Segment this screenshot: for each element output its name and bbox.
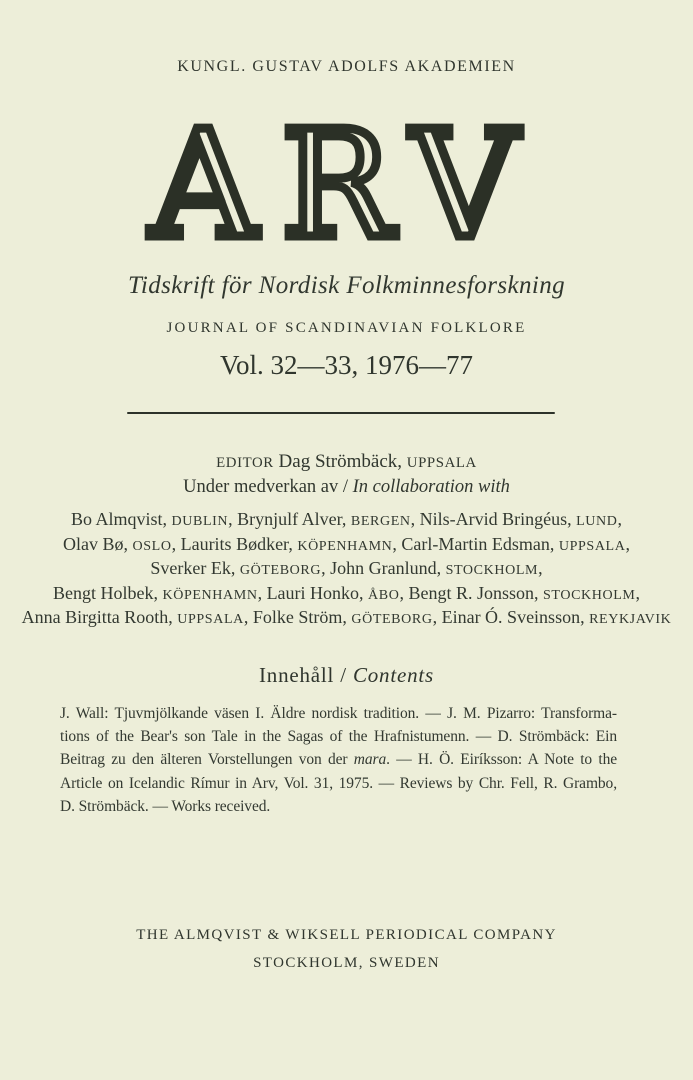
journal-title-text: ARV xyxy=(150,100,542,260)
collaboration-intro: Under medverkan av / In collaboration with xyxy=(183,477,510,497)
contents-line: Beitrag zu den älteren Vorstellungen von der mara. — H. Ö. Eiríksson: A Note to the xyxy=(60,751,617,769)
publisher-name: THE ALMQVIST & WIKSELL PERIODICAL COMPANY xyxy=(136,927,557,943)
collaborators-block xyxy=(0,508,693,631)
publisher-location: STOCKHOLM, SWEDEN xyxy=(253,955,440,971)
collaborator-line: Sverker Ek, GÖTEBORG, John Granlund, STOCKHOLM, xyxy=(150,558,543,578)
contents-line: tions of the Bear's son Tale in the Sagas of the Hrafnistumenn. — D. Strömbäck: Ein xyxy=(60,728,617,746)
contents-line: J. Wall: Tjuvmjölkande väsen I. Äldre nordisk tradition. — J. M. Pizarro: Transforma- xyxy=(60,705,617,722)
volume-line: Vol. 32—33, 1976—77 xyxy=(219,350,474,380)
contents-block xyxy=(60,702,617,818)
collaborator-line: Bo Almqvist, DUBLIN, Brynjulf Alver, BERGEN, Nils-Arvid Bringéus, LUND, xyxy=(70,509,622,529)
editor-line: EDITOR Dag Strömbäck, UPPSALA xyxy=(216,451,477,472)
collaborator-line: Bengt Holbek, KÖPENHAMN, Lauri Honko, ÅBO, Bengt R. Jonsson, STOCKHOLM, xyxy=(53,582,640,603)
collaborator-line: Olav Bø, OSLO, Laurits Bødker, KÖPENHAMN, Carl-Martin Edsman, UPPSALA, xyxy=(63,533,630,554)
contents-line: D. Strömbäck. — Works received. xyxy=(60,797,271,815)
collaborator-line: Anna Birgitta Rooth, UPPSALA, Folke Ström, GÖTEBORG, Einar Ó. Sveinsson, REYKJAVIK xyxy=(21,607,672,627)
subtitle-swedish: Tidskrift för Nordisk Folkminnesforskning xyxy=(127,272,566,299)
journal-title-arv xyxy=(0,100,693,260)
divider-rule xyxy=(127,412,555,414)
contents-heading: Innehåll / Contents xyxy=(258,663,435,687)
contents-line: Article on Icelandic Rímur in Arv, Vol. 31, 1975. — Reviews by Chr. Fell, R. Grambo, xyxy=(60,774,617,792)
academy-name: KUNGL. GUSTAV ADOLFS AKADEMIEN xyxy=(177,58,516,75)
subtitle-english: JOURNAL OF SCANDINAVIAN FOLKLORE xyxy=(166,320,527,336)
